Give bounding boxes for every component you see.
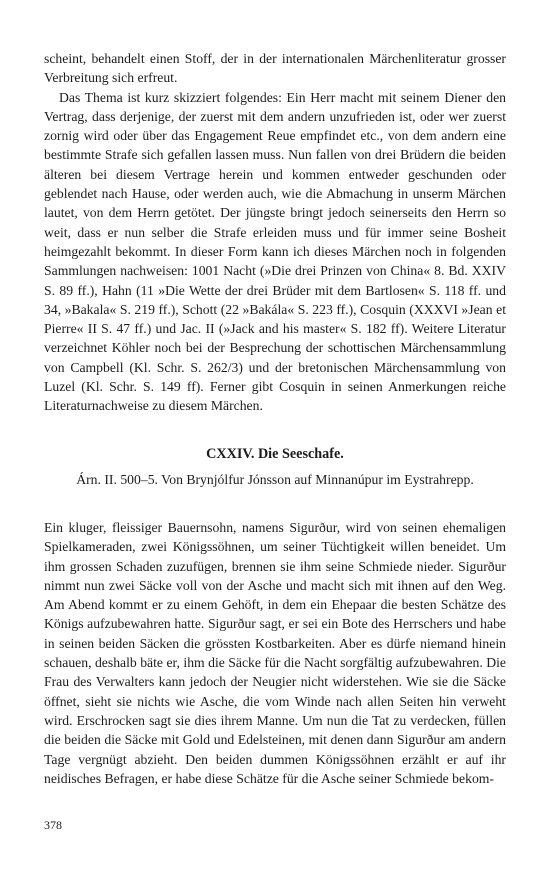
top-text-block — [44, 49, 506, 416]
page-number: 378 — [44, 818, 62, 832]
bottom-text-block — [44, 518, 506, 788]
paragraph-theme-summary: Das Thema ist kurz skizziert folgendes: Ein Herr macht mit seinem Diener den Vertrag, dass derjenige, der zuerst mit dem andern unzufrieden ist, oder wer zuerst zornig wird oder über das Engagement Reue empfindet etc., von dem andern eine bestimmte Strafe sich gefallen lassen muss. Nun fallen von drei Brüdern die beiden älteren bei diesem Vertrage herein und kommen entweder geschunden oder geblendet nach Hause, oder werden auch, wie die Abmachung in unserm Märchen lautet, von dem Herrn getötet. Der jüngste bringt jedoch seinerseits den Herrn so weit, dass er nun selber die Strafe erleiden muss und für immer seine Bosheit heimgezahlt bekommt. In dieser Form kann ich dieses Märchen noch in folgenden Sammlungen nachweisen: 1001 Nacht (»Die drei Prinzen von China« 8. Bd. XXIV S. 89 ff.), Hahn (11 »Die Wette der drei Brüder mit dem Bartlosen« S. 118 ff. und 34, »Bakala« S. 219 ff.), Schott (22 »Bakála« S. 223 ff.), Cosquin (XXXVI »Jean et Pierre« II S. 47 ff.) und Jac. II (»Jack and his master« S. 182 ff). Weitere Literatur verzeichnet Köhler noch bei der Besprechung der schottischen Märchensammlung von Campbell (Kl. Schr. S. 262/3) und der bretonischen Märchensammlung von Luzel (Kl. Schr. S. 149 ff). Ferner gibt Cosquin in seinen Anmerkungen reiche Literaturnachweise zu diesem Märchen. — [44, 89, 506, 414]
section-source-line: Árn. II. 500–5. Von Brynjólfur Jónsson auf Minnanúpur im Eystrahrepp. — [76, 472, 474, 487]
section-heading: CXXIV. Die Seeschafe. — [206, 446, 344, 462]
paragraph-story-summary: Ein kluger, fleissiger Bauernsohn, namens Sigurður, wird von seinen ehemaligen Spielkameraden, zwei Königssöhnen, um seiner Tüchtigkeit willen beneidet. Um ihm grossen Schaden zuzufügen, brennen sie ihm seine Schmiede nieder. Sigurður nimmt nun zwei Säcke voll von der Asche und macht sich mit ihnen auf den Weg. Am Abend kommt er zu einem Gehöft, in dem ein Ehepaar die besten Schätze des Königs aufzubewahren hatte. Sigurður sagt, er sei ein Bote des Herrschers und habe in seinen beiden Säcken die grössten Kostbarkeiten. Aber es dürfe niemand hinein schauen, deshalb bäte er, ihm die Säcke für die Nacht sorgfältig aufzubewahren. Die Frau des Verwalters kann jedoch der Neugier nicht widerstehen. Wie sie die Säcke öffnet, sieht sie nichts wie Asche, die vom Winde nach allen Seiten hin verweht wird. Erschrocken sagt sie dies ihrem Manne. Um nun die Tat zu verdecken, füllen die beiden die Säcke mit Gold und Edelsteinen, mit denen dann Sigurður am andern Tage vergnügt abzieht. Den beiden dummen Königssöhnen erzählt er auf ihr neidisches Befragen, er habe diese Schätze für die Asche seiner Schmiede bekom- — [44, 520, 506, 786]
paragraph-continuation: scheint, behandelt einen Stoff, der in der internationalen Märchenliteratur grosser Verbreitung sich erfreut. — [44, 51, 506, 86]
